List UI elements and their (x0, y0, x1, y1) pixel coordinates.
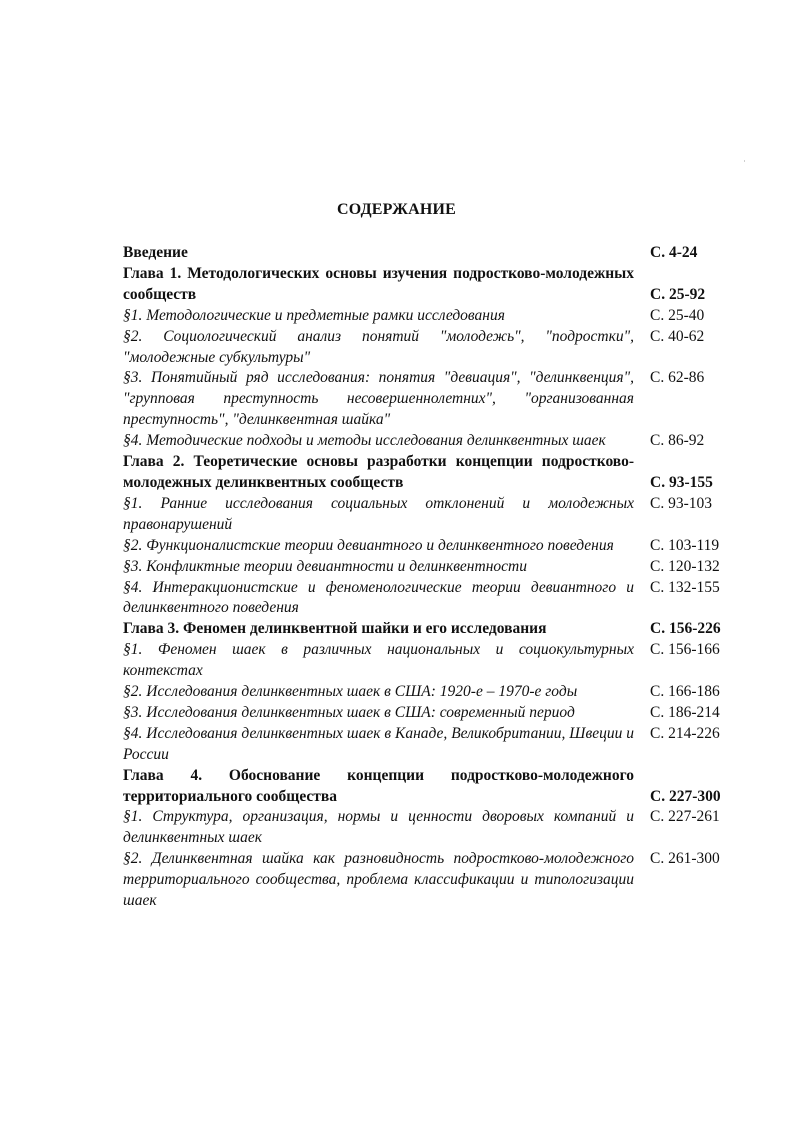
toc-row-chapter-2 (123, 452, 738, 494)
toc-entry-title: §4. Методические подходы и методы исследования делинквентных шаек (123, 432, 606, 450)
toc-entry-pages: С. 186-214 (650, 703, 720, 721)
toc-entry-pages: С. 120-132 (650, 557, 720, 575)
toc-entry-title: Глава 4. Обоснование концепции подростково-молодежного территориального сообщества (123, 766, 634, 805)
toc-entry-title: §2. Исследования делинквентных шаек в США: 1920-е – 1970-е годы (123, 683, 578, 701)
toc-row-section (123, 703, 738, 724)
toc-entry-title: §1. Структура, организация, нормы и ценности дворовых компаний и делинквентных шаек (123, 808, 634, 847)
toc-row-section (123, 327, 738, 369)
toc-entry-pages: С. 62-86 (650, 369, 705, 387)
toc-row-chapter-4 (123, 766, 738, 808)
toc-entry-title: §2. Делинквентная шайка как разновидность подростково-молодежного территориального сообщества, проблема классификации и типологизации шаек (123, 850, 634, 910)
toc-row-section (123, 849, 738, 912)
toc-row-section (123, 578, 738, 620)
toc-entry-title: §1. Ранние исследования социальных отклонений и молодежных правонарушений (123, 494, 634, 533)
toc-entry-title: §3. Конфликтные теории девиантности и делинквентности (123, 557, 527, 575)
toc-entry-pages: С. 4-24 (650, 244, 698, 261)
toc-entry-title: Глава 2. Теоретические основы разработки концепции подростково-молодежных делинквентных сообществ (123, 453, 634, 491)
toc-entry-pages: С. 40-62 (650, 327, 705, 345)
toc-entry-pages: С. 156-226 (650, 620, 721, 638)
toc-entry-pages: С. 25-92 (650, 285, 706, 303)
toc-entry-title: §2. Социологический анализ понятий "молодежь", "подростки", "молодежные субкультуры" (123, 327, 634, 366)
toc-row-section (123, 306, 738, 327)
toc-entry-title: Глава 3. Феномен делинквентной шайки и его исследования (123, 620, 547, 638)
toc-row-chapter-1 (123, 264, 738, 306)
toc-entry-title: §3. Исследования делинквентных шаек в США: современный период (123, 703, 575, 721)
toc-row-intro (123, 243, 738, 264)
toc-entry-title: §4. Интеракционистские и феноменологические теории девиантного и делинквентного поведения (123, 578, 634, 617)
toc-row-section (123, 557, 738, 578)
toc-entry-title: §4. Исследования делинквентных шаек в Канаде, Великобритании, Швеции и России (123, 724, 634, 763)
toc-row-chapter-3 (123, 619, 738, 640)
toc-entry-pages: С. 227-300 (650, 787, 721, 805)
toc-row-section (123, 682, 738, 703)
toc-entry-title: Введение (123, 244, 188, 261)
page-title: СОДЕРЖАНИЕ (336, 201, 457, 218)
toc-entry-title: §1. Методологические и предметные рамки исследования (123, 306, 505, 324)
toc-entry-title: §1. Феномен шаек в различных национальных и социокультурных контекстах (123, 641, 634, 680)
scan-artifact (744, 160, 745, 162)
toc-entry-pages: С. 261-300 (650, 850, 720, 868)
toc-entry-pages: С. 132-155 (650, 578, 720, 596)
toc-row-section (123, 536, 738, 557)
toc-row-section (123, 640, 738, 682)
toc-entry-pages: С. 93-103 (650, 494, 712, 512)
toc-entry-pages: С. 86-92 (650, 432, 705, 450)
toc-entry-pages: С. 214-226 (650, 724, 720, 742)
toc-row-section (123, 807, 738, 849)
toc-row-section (123, 494, 738, 536)
toc-row-section (123, 368, 738, 431)
toc-entry-title: Глава 1. Методологических основы изучения подростково-молодежных сообществ (123, 264, 634, 303)
toc-entry-pages: С. 93-155 (650, 473, 713, 491)
toc-entry-pages: С. 166-186 (650, 683, 720, 701)
toc-entry-title: §3. Понятийный ряд исследования: понятия "девиация", "делинквенция", "групповая преступность несовершеннолетних", "организованная преступность", "делинквентная шайка" (123, 369, 634, 429)
table-of-contents (123, 243, 738, 912)
toc-row-section (123, 431, 738, 452)
toc-entry-pages: С. 103-119 (650, 536, 720, 554)
toc-entry-pages: С. 156-166 (650, 641, 720, 659)
toc-entry-title: §2. Функционалистские теории девиантного и делинквентного поведения (123, 536, 614, 554)
toc-entry-pages: С. 25-40 (650, 306, 705, 324)
toc-entry-pages: С. 227-261 (650, 808, 720, 826)
toc-row-section (123, 724, 738, 766)
